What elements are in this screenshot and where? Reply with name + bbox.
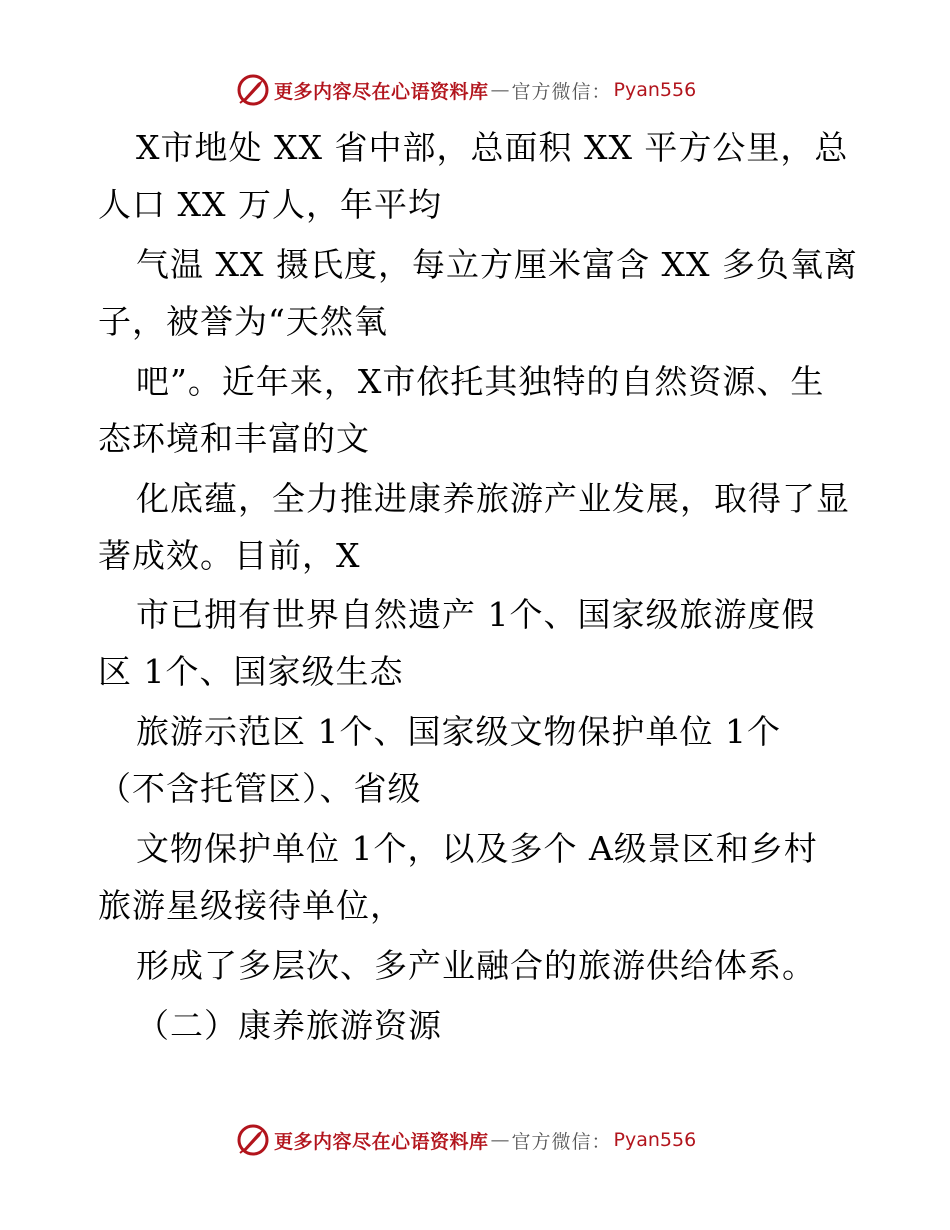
body-line-4: 子，被誉为“天然氧 <box>98 302 388 341</box>
quill-pen-seal-icon <box>236 73 270 107</box>
body-line-13: 文物保护单位 1个，以及多个 A级景区和乡村 <box>136 829 818 868</box>
body-line-10: 区 1个、国家级生态 <box>98 652 404 691</box>
watermark-site-text: 更多内容尽在心语资料库 <box>274 1130 489 1153</box>
body-line-2: 人口 XX 万人，年平均 <box>98 185 442 224</box>
watermark-site-text: 更多内容尽在心语资料库 <box>274 80 489 103</box>
body-line-7: 化底蕴，全力推进康养旅游产业发展，取得了显 <box>136 479 850 518</box>
watermark-wechat-id: Pyan556 <box>613 79 697 101</box>
body-line-6: 态环境和丰富的文 <box>98 419 370 458</box>
body-line-9: 市已拥有世界自然遗产 1个、国家级旅游度假 <box>136 595 816 634</box>
watermark-separator: — <box>490 79 510 101</box>
body-line-15: 形成了多层次、多产业融合的旅游供给体系。 <box>136 946 816 985</box>
body-line-11: 旅游示范区 1个、国家级文物保护单位 1个 <box>136 712 781 751</box>
watermark-wechat-id: Pyan556 <box>613 1129 697 1151</box>
body-line-8: 著成效。目前，X <box>98 536 361 575</box>
body-line-3: 气温 XX 摄氏度，每立方厘米富含 XX 多负氧离 <box>136 245 858 284</box>
body-line-14: 旅游星级接待单位， <box>98 886 404 925</box>
header-watermark <box>236 72 696 108</box>
body-line-1: X市地处 XX 省中部，总面积 XX 平方公里，总 <box>136 128 849 167</box>
body-line-5: 吧”。近年来，X市依托其独特的自然资源、生 <box>136 362 825 401</box>
quill-pen-seal-icon <box>236 1123 270 1157</box>
watermark-official-label: 官方微信： <box>511 1130 612 1153</box>
footer-watermark <box>236 1122 696 1158</box>
watermark-official-label: 官方微信： <box>511 80 612 103</box>
section-heading: （二）康养旅游资源 <box>136 1006 442 1045</box>
body-line-12: （不含托管区）、省级 <box>98 769 422 808</box>
watermark-separator: — <box>490 1129 510 1151</box>
